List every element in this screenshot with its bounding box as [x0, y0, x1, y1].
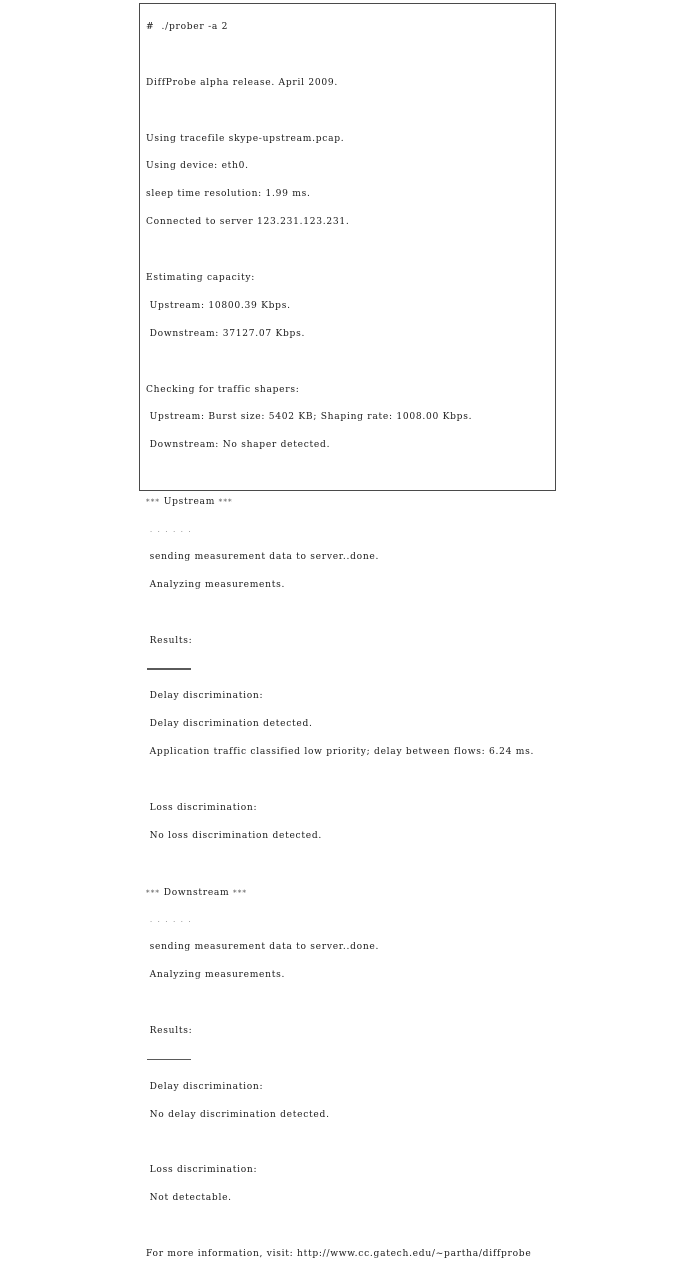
terminal-line-upstream-loss-label: Loss discrimination:: [146, 802, 258, 813]
terminal-line-capacity-downstream: Downstream: 37127.07 Kbps.: [146, 328, 306, 339]
terminal-line-capacity-heading: Estimating capacity:: [146, 272, 256, 283]
terminal-line-downstream-delay-verdict: No delay discrimination detected.: [146, 1109, 330, 1120]
terminal-line-downstream-analyzing: Analyzing measurements.: [146, 970, 286, 981]
terminal-line-blank: [146, 858, 553, 872]
horizontal-rule: [147, 668, 191, 669]
terminal-output-box: [139, 3, 556, 1260]
terminal-line-downstream-delay-label: Delay discrimination:: [146, 1081, 264, 1092]
terminal-line-upstream-analyzing: Analyzing measurements.: [146, 579, 286, 590]
terminal-line-blank: [146, 607, 553, 621]
terminal-line-downstream-progress-dots: . . . . . .: [146, 915, 193, 925]
terminal-line-blank: [146, 49, 553, 63]
horizontal-rule: [147, 1059, 191, 1060]
terminal-line-upstream-progress-dots: . . . . . .: [146, 524, 193, 534]
terminal-line-connected: Connected to server 123.231.123.231.: [146, 217, 350, 228]
terminal-line-downstream-results-rule: [146, 1053, 553, 1067]
terminal-line-blank: [146, 467, 553, 481]
terminal-line-blank: [146, 1137, 553, 1151]
terminal-line-downstream-loss-label: Loss discrimination:: [146, 1165, 258, 1176]
terminal-line-sleep-resolution: sleep time resolution: 1.99 ms.: [146, 189, 311, 200]
terminal-line-command: # ./prober -a 2: [146, 21, 229, 32]
terminal-line-footer[interactable]: For more information, visit: http://www.cc.gatech.edu/~partha/diffprobe: [146, 1249, 532, 1260]
terminal-line-downstream-results-label: Results:: [146, 1026, 193, 1037]
terminal-line-downstream-sending: sending measurement data to server..done.: [146, 942, 380, 953]
terminal-line-blank: [146, 997, 553, 1011]
terminal-line-blank: [146, 1220, 553, 1234]
terminal-line-tracefile: Using tracefile skype-upstream.pcap.: [146, 133, 345, 144]
terminal-line-blank: [146, 356, 553, 370]
terminal-line-shapers-upstream: Upstream: Burst size: 5402 KB; Shaping rate: 1008.00 Kbps.: [146, 412, 473, 423]
terminal-line-shapers-downstream: Downstream: No shaper detected.: [146, 440, 331, 451]
terminal-line-capacity-upstream: Upstream: 10800.39 Kbps.: [146, 300, 291, 311]
terminal-line-blank: [146, 774, 553, 788]
terminal-line-upstream-header: *** Upstream ***: [146, 497, 233, 508]
terminal-output-text[interactable]: [146, 7, 553, 1276]
terminal-line-upstream-sending: sending measurement data to server..done.: [146, 551, 380, 562]
terminal-line-downstream-loss-verdict: Not detectable.: [146, 1193, 232, 1204]
terminal-line-device: Using device: eth0.: [146, 161, 249, 172]
terminal-line-upstream-delay-label: Delay discrimination:: [146, 691, 264, 702]
terminal-line-upstream-delay-detail: Application traffic classified low priority; delay between flows: 6.24 ms.: [146, 747, 535, 758]
terminal-line-upstream-delay-verdict: Delay discrimination detected.: [146, 719, 313, 730]
terminal-line-downstream-header: *** Downstream ***: [146, 887, 248, 898]
terminal-line-blank: [146, 105, 553, 119]
terminal-line-blank: [146, 244, 553, 258]
terminal-line-upstream-loss-verdict: No loss discrimination detected.: [146, 830, 322, 841]
terminal-line-shapers-heading: Checking for traffic shapers:: [146, 384, 300, 395]
terminal-line-upstream-results-rule: [146, 662, 553, 676]
terminal-line-upstream-results-label: Results:: [146, 635, 193, 646]
terminal-line-banner: DiffProbe alpha release. April 2009.: [146, 77, 338, 88]
